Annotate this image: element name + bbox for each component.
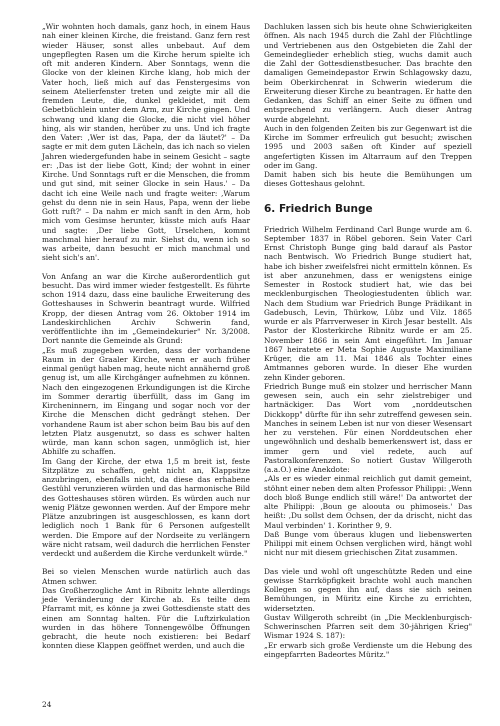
paragraph: Im Gang der Kirche, der etwa 1,5 m breit ist, feste Sitzplätze zu schaffen, geht nicht an, Klappsitze anzubringen, ebenfalls nicht, da diese das erhabene Gestühl verunzieren würden und das harmonische Bild des Gotteshauses stören würden. Es würden auch nur wenig Plätze gewonnen werden. Auf der Empore mehr Plätze anzubringen ist ausgeschlossen, es kann dort lediglich noch 1 Bank für 6 Personen aufgestellt werden. Die Empore auf der Nordseite zu verlängern wäre nicht ratsam, weil dadurch die herrlichen Fenster verdeckt und außerdem die Kirche verdunkelt würde.": [42, 456, 250, 558]
paragraph: Dachluken lassen sich bis heute ohne Schwierigkeiten öffnen. Als nach 1945 durch die Zahl der Flüchtlinge und Vertriebenen aus den Ostgebieten die Zahl der Gemeindeglieder erheblich stieg, wuchs damit auch die Zahl der Gottesdienstbesucher. Das brachte den damaligen Gemeindepastor Erwin Schlagowsky dazu, beim Oberkirchenrat in Schwerin wiederum die Erweiterung dieser Kirche zu beantragen. Er hatte den Gedanken, das Schiff an einer Seite zu öffnen und entsprechend zu verlängern. Auch dieser Antrag wurde abgelehnt.: [264, 22, 472, 124]
paragraph: Damit haben sich bis heute die Bemühungen um dieses Gotteshaus gelohnt.: [264, 170, 472, 189]
paragraph: Daß Bunge vom überaus klugen und liebenswerten Philippi mit einem Ochsen verglichen wird, hängt wohl nicht nur mit diesem griechischen Zitat zusammen.: [264, 529, 472, 558]
paragraph: Friedrich Wilhelm Ferdinand Carl Bunge wurde am 6. September 1837 in Röbel geboren. Sein Vater Carl Ernst Christoph Bunge ging bald darauf als Pastor nach Bentwisch. Wo Friedrich Bunge studiert hat, habe ich bisher zweifelsfrei nicht ermitteln können. Es ist aber anzunehmen, dass er wenigstens einige Semester in Rostock studiert hat, wie das bei mecklenburgischen Theologiestudenten üblich war. Nach dem Studium war Friedrich Bunge Prädikant in Gadebusch, Levin, Thürkow, Lübz und Vilz. 1865 wurde er als Pfarrverweser in Kirch Jesar bestellt. Als Pastor der Klosterkirche Ribnitz wurde er am 25. November 1866 in sein Amt eingeführt. Im Januar 1867 heiratete er Meta Sophie Auguste Maximiliane Krüger, die am 11. Mai 1846 als Tochter eines Amtmannes geboren wurde. In dieser Ehe wurden zehn Kinder geboren.: [264, 224, 472, 382]
paragraph: „Er erwarb sich große Verdienste um die Hebung des eingepfarrten Badeortes Müritz.": [264, 640, 472, 659]
paragraph: „Es muß zugegeben werden, dass der vorhandene Raum in der Graaler Kirche, wenn er auch früher einmal genügt haben mag, heute nicht annähernd groß genug ist, um alle Kirchgänger aufnehmen zu können. Nach den eingezogenen Erkundigungen ist die Kirche im Sommer derartig überfüllt, dass im Gang im Kircheninnern, im Eingang und sogar noch vor der Kirche die Menschen dicht gedrängt stehen. Der vorhandene Raum ist aber schon beim Bau bis auf den letzten Platz ausgenutzt, so dass es schwer halten würde, man kann schon sagen, unmöglich ist, hier Abhilfe zu schaffen.: [42, 345, 250, 457]
paragraph: „Wir wohnten hoch damals, ganz hoch, in einem Haus nah einer kleinen Kirche, die freistand. Ganz fern rest wieder Häuser, sonst alles unbebaut. Auf dem ungepflegten Rasen um die Kirche herum spielte ich oft mit anderen Kindern. Aber Sonntags, wenn die Glocke von der kleinen Kirche klang, hob mich der Vater hoch, ließ mich auf das Fenstergesims von seinem Atelierfenster treten und zeigte mir all die fremden Leute, die, dunkel gekleidet, mit dem Gebetbüchlein unter dem Arm, zur Kirche gingen. Und schwang und klang die Glocke, die nicht viel höher hing, als wir standen, herüber zu uns. Und ich fragte den Vater: ‚Wer ist das, Papa, der da läutet?' – Da sagte er mit dem guten Lächeln, das ich nach so vielen Jahren wiedergefunden habe in seinem Gesicht – sagte er: ‚Das ist der liebe Gott, Kind; der wohnt in einer Kirche. Und Sonntags ruft er die Menschen, die fromm und gut sind, mit seiner Glocke in sein Haus.' – Da dacht ich eine Weile nach und fragte weiter: ‚Warum gehst du denn nie in sein Haus, Papa, wenn der liebe Gott ruft?' – Da nahm er mich sanft in den Arm, hob mich vom Gesimse herunter, küsste mich aufs Haar und sagte: ‚Der liebe Gott, Urselchen, kommt manchmal hier herauf zu mir. Siehst du, wenn ich so was arbeite, dann besucht er mich manchmal und sieht sich's an'.: [42, 22, 250, 263]
paragraph: Auch in den folgenden Zeiten bis zur Gegenwart ist die Kirche im Sommer erfreulich gut besucht; zwischen 1995 und 2003 saßen oft Kinder auf speziell angefertigten Kissen im Altarraum auf den Treppen oder im Gang.: [264, 123, 472, 170]
left-column: [42, 22, 250, 651]
section-heading: 6. Friedrich Bunge: [264, 202, 373, 215]
right-column-top: [264, 22, 472, 189]
paragraph: Bei so vielen Menschen wurde natürlich auch das Atmen schwer.: [42, 567, 250, 586]
paragraph: Gustav Willgeroth schreibt (in „Die Mecklenburgisch-Schwerinschen Pfarren seit dem 30-jährigen Krieg" Wismar 1924 S. 187):: [264, 612, 472, 641]
paragraph: Das Großherzogliche Amt in Ribnitz lehnte allerdings jede Veränderung der Kirche ab. Es teilte dem Pfarramt mit, es könne ja zwei Gottesdienste statt des einen am Sonntag halten. Für die Luftzirkulation wurden in das höhere Tonnengewölbe Öffnungen gebracht, die heute noch existieren: bei Bedarf konnten diese Klappen geöffnet werden, und auch die: [42, 585, 250, 651]
paragraph: „Als er es wieder einmal reichlich gut damit gemeint, stöhnt einer neben dem alten Professor Philippi: ‚Wenn doch bloß Bunge endlich still wäre!' Da antwortet der alte Philippi: ‚Boun ge aloouta ou phimoseis.' Das heißt: ‚Du sollst dem Ochsen, der da drischt, nicht das Maul verbinden' 1. Korinther 9, 9.: [264, 474, 472, 530]
right-column-bottom: [264, 225, 472, 660]
paragraph: Von Anfang an war die Kirche außerordentlich gut besucht. Das wird immer wieder festgestellt. Es führte schon 1914 dazu, dass eine bauliche Erweiterung des Gotteshauses in Schwerin beantragt wurde. Wilfried Kropp, der diesen Antrag vom 26. Oktober 1914 im Landeskirchlichen Archiv Schwerin fand, veröffentlichte ihn im „Gemeindekurier" Nr. 3/2008. Dort nannte die Gemeinde als Grund:: [42, 271, 250, 346]
page-number: 24: [42, 700, 52, 709]
right-column: [264, 22, 472, 659]
paragraph: Das viele und wohl oft ungeschützte Reden und eine gewisse Starrköpfigkeit brachte wohl auch manchen Kollegen so gegen ihn auf, dass sie sich seinen Bemühungen, in Müritz eine Kirche zu errichten, widersetzten.: [264, 566, 472, 613]
paragraph: Friedrich Bunge muß ein stolzer und herrischer Mann gewesen sein, auch ein sehr zielstrebiger und hartnäckiger. Das Wort vom „norddeutschen Dickkopp" dürfte für ihn sehr zutreffend gewesen sein. Manches in seinem Leben ist nur von dieser Wesensart her zu verstehen. Für einen Norddeutschen eher ungewöhnlich und deshalb bemerkenswert ist, dass er immer gern und viel redete, auch auf Pastoralkonferenzen. So notiert Gustav Willgeroth (a.a.O.) eine Anekdote:: [264, 381, 472, 474]
